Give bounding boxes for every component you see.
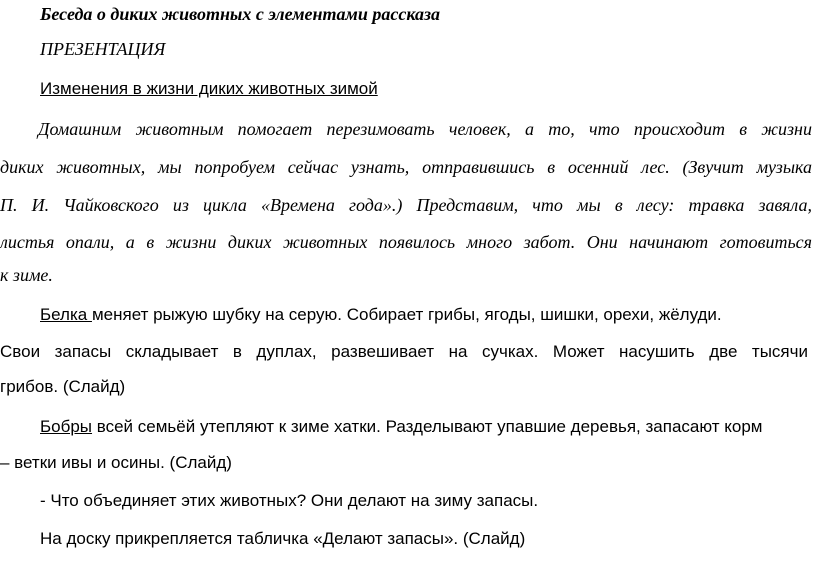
beavers-paragraph-line-2: – ветки ивы и осины. (Слайд) [0,453,232,472]
squirrel-paragraph-line-1 [40,304,722,326]
intro-line-3: П. И. Чайковского из цикла «Времена года».) Представим, что мы в лесу: травка завяла, [0,195,812,215]
squirrel-paragraph-line-3: грибов. (Слайд) [0,377,126,396]
beavers-label: Бобры [40,417,93,436]
presentation-label: ПРЕЗЕНТАЦИЯ [40,39,166,59]
board-line: На доску прикрепляется табличка «Делают запасы». (Слайд) [40,529,526,548]
beavers-paragraph-line-1 [40,416,762,438]
intro-line-5: к зиме. [0,265,53,285]
intro-line-4: листья опали, а в жизни диких животных появилось много забот. Они начинают готовиться [0,232,812,252]
squirrel-paragraph-line-2: Свои запасы складывает в дуплах, развешивает на сучках. Может насушить две тысячи [0,342,808,361]
doc-subtitle: Изменения в жизни диких животных зимой [40,79,378,98]
question-line: - Что объединяет этих животных? Они делают на зиму запасы. [40,491,539,510]
squirrel-text-1: меняет рыжую шубку на серую. Собирает грибы, ягоды, шишки, орехи, жёлуди. [91,305,722,324]
squirrel-label: Белка [40,305,92,324]
beavers-text-1: всей семьёй утепляют к зиме хатки. Разделывают упавшие деревья, запасают корм [92,417,763,436]
intro-line-2: диких животных, мы попробуем сейчас узнать, отправившись в осенний лес. (Звучит музыка [0,157,812,177]
doc-title: Беседа о диких животных с элементами рассказа [40,4,441,24]
intro-line-1: Домашним животным помогает перезимовать человек, а то, что происходит в жизни [38,119,812,139]
